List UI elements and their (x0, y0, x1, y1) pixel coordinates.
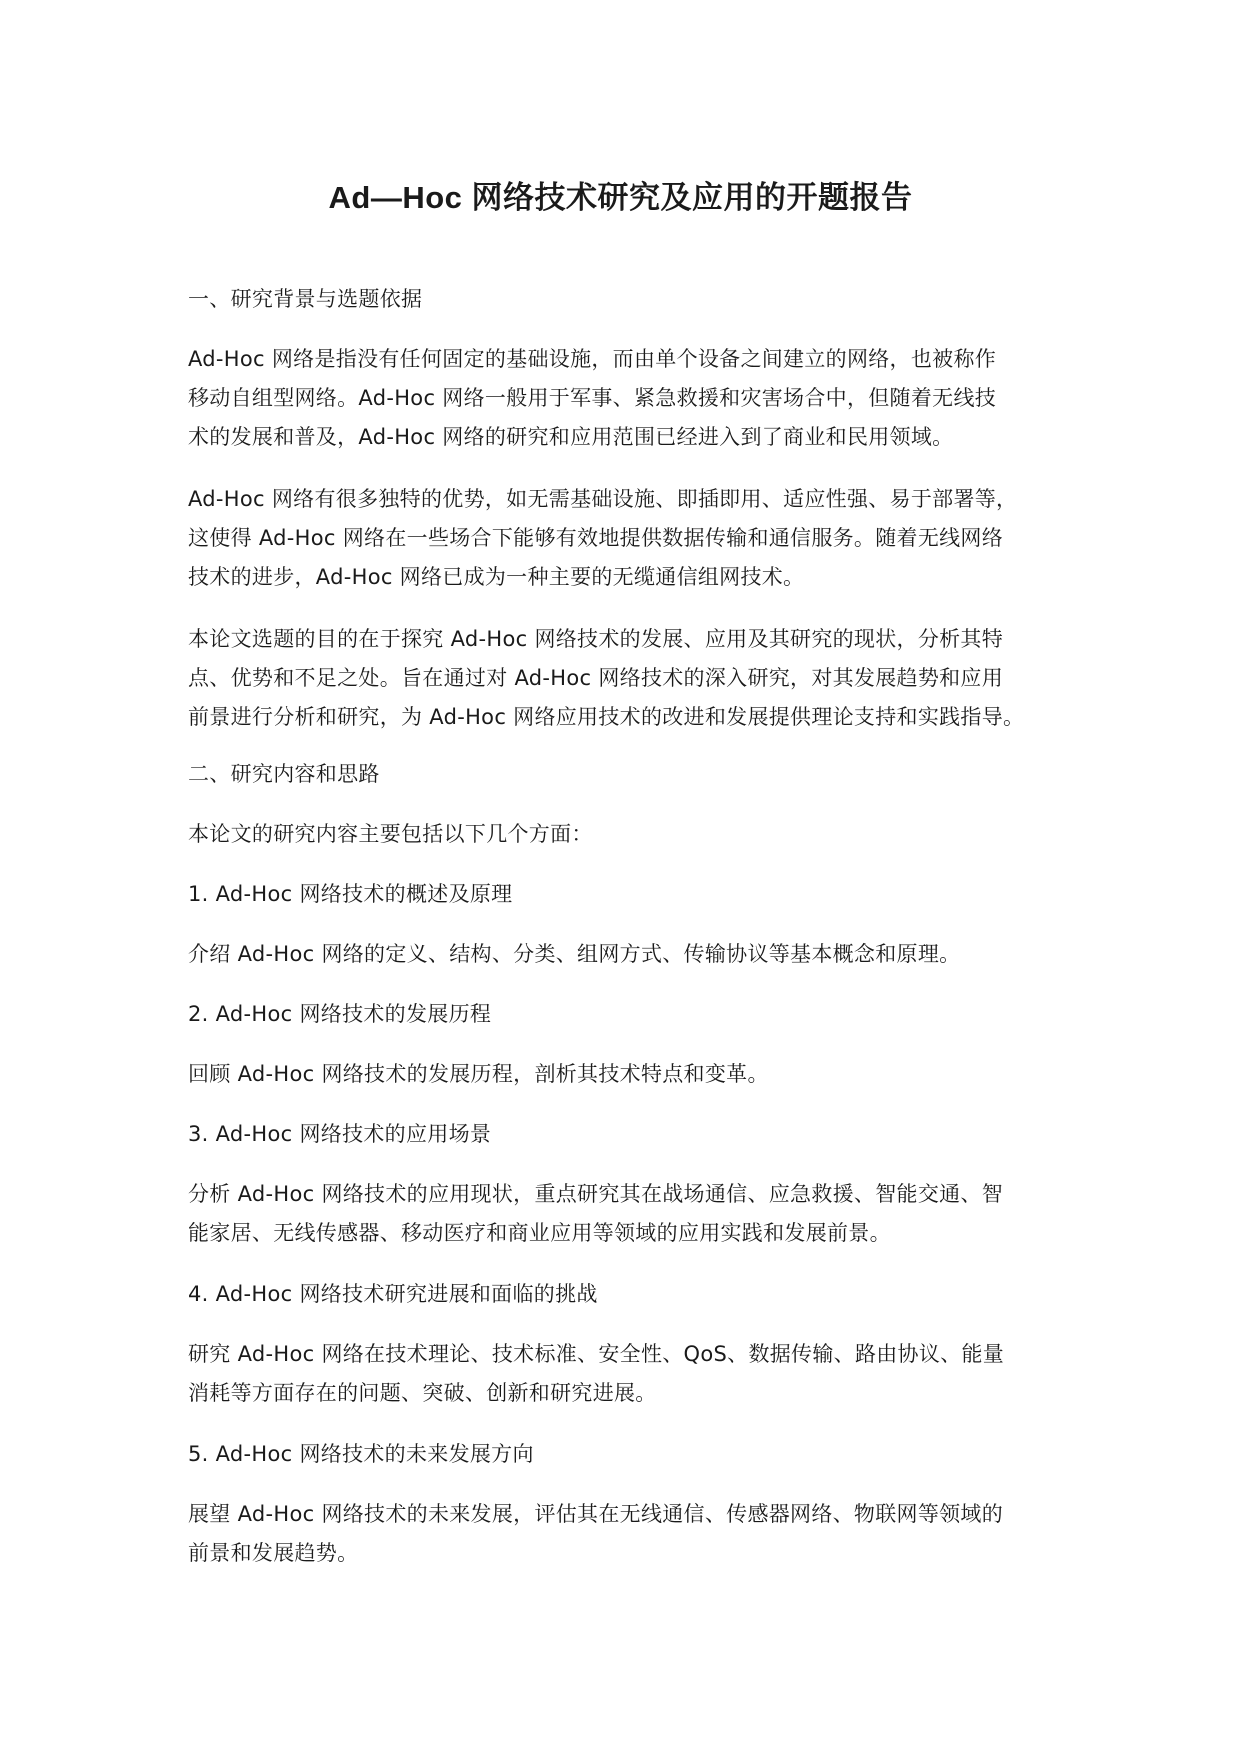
paragraph-intro: 本论文的研究内容主要包括以下几个方面： (188, 822, 593, 846)
paragraph-purpose (188, 620, 1080, 737)
text-line: 前景进行分析和研究，为 Ad-Hoc 网络应用技术的改进和发展提供理论支持和实践指导。 (188, 705, 1025, 729)
item-body-2 (188, 1055, 1080, 1094)
text-line: 能家居、无线传感器、移动医疗和商业应用等领域的应用实践和发展前景。 (188, 1221, 891, 1245)
text-line: 展望 Ad-Hoc 网络技术的未来发展，评估其在无线通信、传感器网络、物联网等领域的 (188, 1502, 1004, 1526)
section-heading-1: 一、研究背景与选题依据 (188, 287, 423, 311)
item-heading-3: 3. Ad-Hoc 网络技术的应用场景 (188, 1122, 492, 1146)
text-line: 移动自组型网络。Ad-Hoc 网络一般用于军事、紧急救援和灾害场合中，但随着无线技 (188, 386, 997, 410)
text-line: 前景和发展趋势。 (188, 1541, 359, 1565)
paragraph-advantages (188, 480, 1080, 597)
text-line: 这使得 Ad-Hoc 网络在一些场合下能够有效地提供数据传输和通信服务。随着无线网络 (188, 526, 1004, 550)
item-body-5 (188, 1495, 1080, 1573)
text-line: 术的发展和普及，Ad-Hoc 网络的研究和应用范围已经进入到了商业和民用领域。 (188, 425, 954, 449)
section-heading-2: 二、研究内容和思路 (188, 762, 380, 786)
text-line: 点、优势和不足之处。旨在通过对 Ad-Hoc 网络技术的深入研究，对其发展趋势和应用 (188, 666, 1004, 690)
item-body-4 (188, 1335, 1080, 1413)
text-line: 研究 Ad-Hoc 网络在技术理论、技术标准、安全性、QoS、数据传输、路由协议、能量 (188, 1342, 1005, 1366)
item-body-1 (188, 935, 1080, 974)
text-line: 介绍 Ad-Hoc 网络的定义、结构、分类、组网方式、传输协议等基本概念和原理。 (188, 942, 961, 966)
text-line: 消耗等方面存在的问题、突破、创新和研究进展。 (188, 1381, 657, 1405)
text-line: 本论文选题的目的在于探究 Ad-Hoc 网络技术的发展、应用及其研究的现状，分析其特 (188, 627, 1004, 651)
item-heading-5: 5. Ad-Hoc 网络技术的未来发展方向 (188, 1442, 534, 1466)
item-heading-4: 4. Ad-Hoc 网络技术研究进展和面临的挑战 (188, 1282, 598, 1306)
item-heading-2: 2. Ad-Hoc 网络技术的发展历程 (188, 1002, 492, 1026)
text-line: 技术的进步，Ad-Hoc 网络已成为一种主要的无缆通信组网技术。 (188, 565, 805, 589)
text-line: 回顾 Ad-Hoc 网络技术的发展历程，剖析其技术特点和变革。 (188, 1062, 769, 1086)
document-title: Ad—Hoc 网络技术研究及应用的开题报告 (328, 180, 913, 215)
paragraph-background (188, 340, 1080, 457)
text-line: Ad-Hoc 网络有很多独特的优势，如无需基础设施、即插即用、适应性强、易于部署等， (188, 487, 1018, 511)
item-body-3 (188, 1175, 1080, 1253)
text-line: Ad-Hoc 网络是指没有任何固定的基础设施，而由单个设备之间建立的网络，也被称作 (188, 347, 997, 371)
item-heading-1: 1. Ad-Hoc 网络技术的概述及原理 (188, 882, 513, 906)
text-line: 分析 Ad-Hoc 网络技术的应用现状，重点研究其在战场通信、应急救援、智能交通、智 (188, 1182, 1004, 1206)
